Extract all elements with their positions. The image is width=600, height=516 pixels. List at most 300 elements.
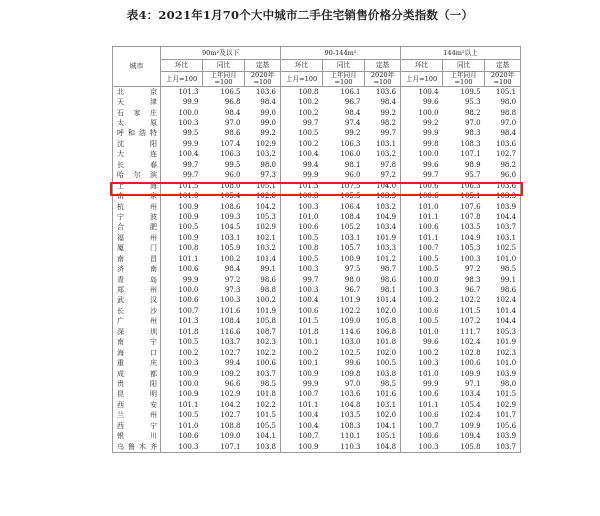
value-cell: 109.9 — [460, 421, 481, 430]
value-cell: 99.8 — [422, 139, 439, 148]
value-cell: 99.2 — [365, 108, 401, 118]
city-cell: 呼和浩特 — [113, 129, 161, 139]
city-cell: 贵 阳 — [113, 379, 161, 389]
value-cell: 100.7 — [298, 432, 319, 441]
value-cell: 103.1 — [485, 233, 521, 243]
value-cell: 101.4 — [485, 306, 521, 316]
table-row — [113, 411, 521, 421]
value-cell: 108.6 — [220, 202, 241, 211]
sub-header: 环比 — [161, 60, 203, 72]
value-cell: 100.1 — [298, 338, 319, 347]
base-header: 上月=100 — [281, 72, 323, 87]
value-cell: 100.9 — [178, 202, 199, 211]
group-header-large: 144m²以上 — [401, 47, 521, 60]
value-cell: 107.5 — [340, 181, 361, 190]
value-cell: 100.9 — [178, 390, 199, 399]
value-cell: 99.7 — [302, 275, 319, 284]
value-cell: 106.4 — [340, 202, 361, 211]
value-cell: 102.9 — [220, 390, 241, 399]
city-cell: 合 肥 — [113, 223, 161, 233]
value-cell: 103.1 — [340, 233, 361, 242]
value-cell: 104.0 — [365, 181, 401, 191]
value-cell: 99.9 — [422, 379, 439, 388]
price-index-table — [112, 46, 521, 453]
sub-header: 同比 — [203, 60, 245, 72]
value-cell: 100.3 — [220, 296, 241, 305]
sub-header: 同比 — [323, 60, 365, 72]
value-cell: 104.9 — [365, 212, 401, 222]
value-cell: 102.7 — [220, 348, 241, 357]
city-cell: 乌鲁木齐 — [113, 442, 161, 453]
value-cell: 100.0 — [418, 275, 439, 284]
value-cell: 98.2 — [365, 118, 401, 128]
value-cell: 101.8 — [245, 390, 281, 400]
value-cell: 101.0 — [418, 369, 439, 378]
value-cell: 102.0 — [365, 306, 401, 316]
value-cell: 100.3 — [178, 119, 199, 128]
value-cell: 103.6 — [365, 87, 401, 98]
value-cell: 105.8 — [443, 442, 485, 453]
value-cell: 100.2 — [220, 254, 241, 263]
value-cell: 103.9 — [485, 431, 521, 441]
value-cell: 98.8 — [485, 108, 521, 118]
value-cell: 102.7 — [485, 150, 521, 160]
table-title: 表4：2021年1月70个大中城市二手住宅销售价格分类指数（一） — [126, 8, 474, 22]
value-cell: 100.5 — [178, 338, 199, 347]
value-cell: 100.9 — [281, 442, 323, 453]
value-cell: 101.0 — [485, 254, 521, 264]
value-cell: 101.1 — [298, 400, 319, 409]
value-cell: 116.6 — [220, 327, 241, 336]
value-cell: 103.3 — [365, 244, 401, 254]
city-cell: 西 宁 — [113, 421, 161, 431]
value-cell: 106.8 — [365, 327, 401, 337]
value-cell: 104.4 — [485, 212, 521, 222]
value-cell: 101.1 — [418, 400, 439, 409]
value-cell: 98.0 — [485, 97, 521, 107]
value-cell: 102.4 — [460, 411, 481, 420]
value-cell: 105.8 — [245, 317, 281, 327]
value-cell: 110.1 — [340, 432, 361, 441]
value-cell: 105.9 — [220, 244, 241, 253]
value-cell: 105.7 — [340, 244, 361, 253]
value-cell: 97.8 — [365, 160, 401, 170]
value-cell: 100.7 — [418, 244, 439, 253]
table-row — [113, 317, 521, 327]
value-cell: 108.3 — [460, 139, 481, 148]
value-cell: 103.7 — [485, 223, 521, 233]
value-cell: 100.6 — [418, 306, 439, 315]
city-cell: 大 连 — [113, 150, 161, 160]
value-cell: 109.8 — [340, 369, 361, 378]
value-cell: 103.2 — [245, 244, 281, 254]
value-cell: 101.8 — [365, 338, 401, 348]
value-cell: 103.0 — [340, 338, 361, 347]
city-cell: 银 川 — [113, 431, 161, 441]
value-cell: 101.3 — [178, 317, 199, 326]
value-cell: 108.0 — [220, 181, 241, 190]
value-cell: 100.5 — [298, 233, 319, 242]
value-cell: 100.9 — [178, 369, 199, 378]
value-cell: 101.9 — [485, 338, 521, 348]
value-cell: 98.4 — [485, 129, 521, 139]
value-cell: 104.2 — [220, 400, 241, 409]
value-cell: 101.6 — [220, 306, 241, 315]
value-cell: 98.5 — [485, 264, 521, 274]
value-cell: 105.6 — [485, 421, 521, 431]
value-cell: 100.4 — [178, 150, 199, 159]
value-cell: 103.9 — [485, 202, 521, 212]
value-cell: 100.6 — [298, 306, 319, 315]
value-cell: 100.1 — [298, 359, 319, 368]
value-cell: 103.4 — [365, 223, 401, 233]
value-cell: 99.9 — [422, 129, 439, 138]
base-header: 上月=100 — [161, 72, 203, 87]
value-cell: 105.1 — [245, 181, 281, 191]
value-cell: 98.5 — [245, 379, 281, 389]
city-cell: 福 州 — [113, 233, 161, 243]
value-cell: 99.2 — [422, 119, 439, 128]
value-cell: 103.6 — [485, 139, 521, 149]
value-cell: 104.5 — [220, 223, 241, 232]
value-cell: 97.0 — [464, 119, 481, 128]
value-cell: 95.7 — [443, 171, 485, 181]
value-cell: 109.0 — [220, 432, 241, 441]
value-cell: 99.6 — [422, 160, 439, 169]
sub-header: 定基 — [365, 60, 401, 72]
value-cell: 105.3 — [485, 327, 521, 337]
value-cell: 101.9 — [365, 233, 401, 243]
base-header: 上年同月=100 — [203, 72, 245, 87]
city-cell: 兰 州 — [113, 411, 161, 421]
value-cell: 99.5 — [224, 160, 241, 169]
value-cell: 98.0 — [344, 275, 361, 284]
value-cell: 103.9 — [485, 369, 521, 379]
value-cell: 101.7 — [485, 411, 521, 421]
value-cell: 114.6 — [340, 327, 361, 336]
value-cell: 100.8 — [178, 244, 199, 253]
value-cell: 100.2 — [298, 139, 319, 148]
city-column-header: 城市 — [113, 47, 161, 87]
base-header: 上年同月=100 — [443, 72, 485, 87]
value-cell: 105.4 — [220, 192, 241, 201]
city-cell: 郑 州 — [113, 285, 161, 295]
sub-header: 同比 — [443, 60, 485, 72]
city-cell: 沈 阳 — [113, 139, 161, 149]
city-cell: 青 岛 — [113, 275, 161, 285]
value-cell: 98.6 — [245, 275, 281, 285]
value-cell: 106.3 — [220, 150, 241, 159]
value-cell: 108.4 — [340, 212, 361, 221]
value-cell: 100.0 — [418, 150, 439, 159]
city-cell: 南 宁 — [113, 338, 161, 348]
value-cell: 99.4 — [302, 160, 319, 169]
table-row — [113, 358, 521, 368]
city-cell: 深 圳 — [113, 327, 161, 337]
value-cell: 100.2 — [298, 348, 319, 357]
city-cell: 成 都 — [113, 369, 161, 379]
value-cell: 98.7 — [365, 264, 401, 274]
value-cell: 100.4 — [418, 87, 439, 96]
value-cell: 103.2 — [245, 150, 281, 160]
value-cell: 100.3 — [178, 359, 199, 368]
value-cell: 106.1 — [340, 87, 361, 96]
value-cell: 98.6 — [365, 275, 401, 285]
value-cell: 100.7 — [418, 421, 439, 430]
city-cell: 海 口 — [113, 348, 161, 358]
value-cell: 102.5 — [485, 244, 521, 254]
city-cell: 昆 明 — [113, 390, 161, 400]
value-cell: 103.5 — [460, 223, 481, 232]
value-cell: 99.9 — [182, 98, 199, 107]
value-cell: 103.4 — [460, 390, 481, 399]
value-cell: 101.4 — [245, 254, 281, 264]
value-cell: 96.0 — [323, 171, 365, 181]
value-cell: 107.1 — [203, 442, 245, 453]
value-cell: 99.9 — [182, 139, 199, 148]
table-row — [113, 442, 521, 453]
city-cell: 济 南 — [113, 264, 161, 274]
value-cell: 101.5 — [460, 306, 481, 315]
sub-header: 定基 — [245, 60, 281, 72]
table-row — [113, 118, 521, 128]
value-cell: 111.7 — [460, 327, 481, 336]
value-cell: 100.4 — [298, 421, 319, 430]
value-cell: 101.2 — [365, 254, 401, 264]
value-cell: 105.5 — [245, 421, 281, 431]
value-cell: 100.7 — [178, 306, 199, 315]
value-cell: 99.7 — [365, 129, 401, 139]
table-row — [113, 390, 521, 400]
table-row — [113, 421, 521, 431]
table-row — [113, 244, 521, 254]
value-cell: 100.2 — [298, 108, 319, 117]
value-cell: 97.0 — [224, 119, 241, 128]
value-cell: 106.3 — [340, 139, 361, 148]
value-cell: 99.6 — [344, 359, 361, 368]
value-cell: 101.0 — [298, 212, 319, 221]
value-cell: 100.6 — [418, 432, 439, 441]
value-cell: 99.1 — [245, 264, 281, 274]
base-header: 2020年=100 — [485, 72, 521, 87]
value-cell: 97.1 — [464, 379, 481, 388]
table-row — [113, 275, 521, 285]
value-cell: 99.1 — [485, 275, 521, 285]
city-cell: 广 州 — [113, 317, 161, 327]
value-cell: 99.9 — [281, 171, 323, 181]
value-cell: 97.2 — [464, 265, 481, 274]
value-cell: 102.0 — [365, 348, 401, 358]
value-cell: 104.4 — [485, 317, 521, 327]
value-cell: 102.5 — [340, 348, 361, 357]
value-cell: 100.5 — [418, 317, 439, 326]
value-cell: 103.1 — [220, 233, 241, 242]
table-row — [113, 233, 521, 243]
value-cell: 98.8 — [245, 285, 281, 295]
value-cell: 97.3 — [224, 286, 241, 295]
sub-header: 环比 — [281, 60, 323, 72]
table-row — [113, 87, 521, 98]
value-cell: 106.3 — [460, 181, 481, 190]
table-row — [113, 296, 521, 306]
value-cell: 97.2 — [224, 275, 241, 284]
value-cell: 104.9 — [460, 233, 481, 242]
value-cell: 98.1 — [365, 285, 401, 295]
value-cell: 100.6 — [178, 432, 199, 441]
value-cell: 97.5 — [344, 265, 361, 274]
value-cell: 101.6 — [365, 390, 401, 400]
value-cell: 100.9 — [298, 369, 319, 378]
value-cell: 100.5 — [178, 411, 199, 420]
value-cell: 101.8 — [178, 327, 199, 336]
table-row — [113, 223, 521, 233]
value-cell: 103.7 — [220, 338, 241, 347]
table-row — [113, 306, 521, 316]
table-row — [113, 139, 521, 149]
value-cell: 103.1 — [365, 400, 401, 410]
value-cell: 103.7 — [245, 369, 281, 379]
group-header-medium: 90-144m² — [281, 47, 401, 60]
value-cell: 98.2 — [485, 160, 521, 170]
value-cell: 103.8 — [245, 442, 281, 453]
value-cell: 102.3 — [485, 348, 521, 358]
value-cell: 100.3 — [460, 254, 481, 263]
value-cell: 103.6 — [485, 181, 521, 191]
value-cell: 105.3 — [460, 244, 481, 253]
value-cell: 100.2 — [298, 98, 319, 107]
value-cell: 100.0 — [178, 286, 199, 295]
value-cell: 103.1 — [365, 139, 401, 149]
city-cell: 长 春 — [113, 160, 161, 170]
value-cell: 99.6 — [422, 98, 439, 107]
city-cell: 重 庆 — [113, 358, 161, 368]
value-cell: 109.3 — [220, 212, 241, 221]
table-row — [113, 97, 521, 107]
value-cell: 105.1 — [365, 431, 401, 441]
value-cell: 100.6 — [418, 181, 439, 190]
value-cell: 100.7 — [298, 390, 319, 399]
value-cell: 100.4 — [298, 150, 319, 159]
value-cell: 101.1 — [178, 400, 199, 409]
value-cell: 100.3 — [418, 359, 439, 368]
value-cell: 102.7 — [220, 411, 241, 420]
value-cell: 103.2 — [365, 150, 401, 160]
value-cell: 100.8 — [298, 192, 319, 201]
sub-header: 定基 — [485, 60, 521, 72]
value-cell: 105.5 — [340, 192, 361, 201]
value-cell: 100.2 — [178, 348, 199, 357]
value-cell: 103.2 — [365, 202, 401, 212]
value-cell: 96.8 — [224, 98, 241, 107]
value-cell: 98.9 — [464, 160, 481, 169]
value-cell: 99.2 — [245, 129, 281, 139]
value-cell: 101.1 — [418, 212, 439, 221]
city-cell: 厦 门 — [113, 244, 161, 254]
value-cell: 99.7 — [182, 160, 199, 169]
value-cell: 101.3 — [298, 181, 319, 190]
value-cell: 98.3 — [464, 275, 481, 284]
value-cell: 106.0 — [340, 150, 361, 159]
value-cell: 101.0 — [178, 421, 199, 430]
value-cell: 100.5 — [178, 223, 199, 232]
value-cell: 103.3 — [365, 191, 401, 201]
value-cell: 101.0 — [178, 192, 199, 201]
value-cell: 103.6 — [245, 87, 281, 98]
value-cell: 97.4 — [344, 119, 361, 128]
table-row — [113, 264, 521, 274]
table-row — [113, 285, 521, 295]
value-cell: 104.1 — [245, 431, 281, 441]
city-cell: 石家庄 — [113, 108, 161, 118]
value-cell: 100.6 — [178, 265, 199, 274]
value-cell: 99.0 — [245, 108, 281, 118]
value-cell: 103.7 — [485, 442, 521, 453]
value-cell: 109.9 — [460, 369, 481, 378]
value-cell: 102.9 — [485, 400, 521, 410]
value-cell: 100.6 — [418, 223, 439, 232]
value-cell: 99.5 — [182, 129, 199, 138]
value-cell: 100.9 — [340, 254, 361, 263]
value-cell: 97.0 — [485, 118, 521, 128]
city-cell: 西 安 — [113, 400, 161, 410]
city-cell: 天 津 — [113, 97, 161, 107]
value-cell: 108.4 — [220, 317, 241, 326]
highlight-box-harbin — [110, 182, 523, 196]
city-cell: 北 京 — [113, 87, 161, 98]
value-cell: 100.6 — [418, 411, 439, 420]
value-cell: 108.7 — [245, 327, 281, 337]
value-cell: 107.2 — [460, 317, 481, 326]
value-cell: 101.5 — [485, 390, 521, 400]
value-cell: 105.3 — [245, 212, 281, 222]
table-row — [113, 431, 521, 441]
value-cell: 107.4 — [220, 139, 241, 148]
table-row — [113, 327, 521, 337]
value-cell: 99.7 — [302, 119, 319, 128]
value-cell: 101.5 — [245, 411, 281, 421]
value-cell: 102.2 — [245, 348, 281, 358]
value-cell: 100.6 — [245, 358, 281, 368]
value-cell: 100.0 — [178, 108, 199, 117]
value-cell: 102.1 — [245, 233, 281, 243]
city-cell: 武 汉 — [113, 296, 161, 306]
table-row — [113, 129, 521, 139]
value-cell: 99.7 — [161, 171, 203, 181]
value-cell: 105.4 — [460, 400, 481, 409]
city-cell: 南 昌 — [113, 254, 161, 264]
value-cell: 103.8 — [365, 369, 401, 379]
value-cell: 102.2 — [460, 296, 481, 305]
table-row — [113, 400, 521, 410]
value-cell: 108.8 — [220, 421, 241, 430]
value-cell: 98.3 — [464, 129, 481, 138]
value-cell: 101.5 — [298, 317, 319, 326]
value-cell: 100.4 — [298, 411, 319, 420]
value-cell: 107.1 — [460, 150, 481, 159]
value-cell: 99.7 — [401, 171, 443, 181]
group-header-small: 90m²及以下 — [161, 47, 281, 60]
value-cell: 100.0 — [178, 379, 199, 388]
value-cell: 101.0 — [485, 358, 521, 368]
value-cell: 98.1 — [344, 160, 361, 169]
table-row — [113, 369, 521, 379]
value-cell: 104.1 — [365, 421, 401, 431]
value-cell: 102.9 — [245, 223, 281, 233]
value-cell: 100.2 — [245, 296, 281, 306]
table-row — [113, 202, 521, 212]
value-cell: 96.7 — [464, 286, 481, 295]
value-cell: 108.3 — [340, 421, 361, 430]
